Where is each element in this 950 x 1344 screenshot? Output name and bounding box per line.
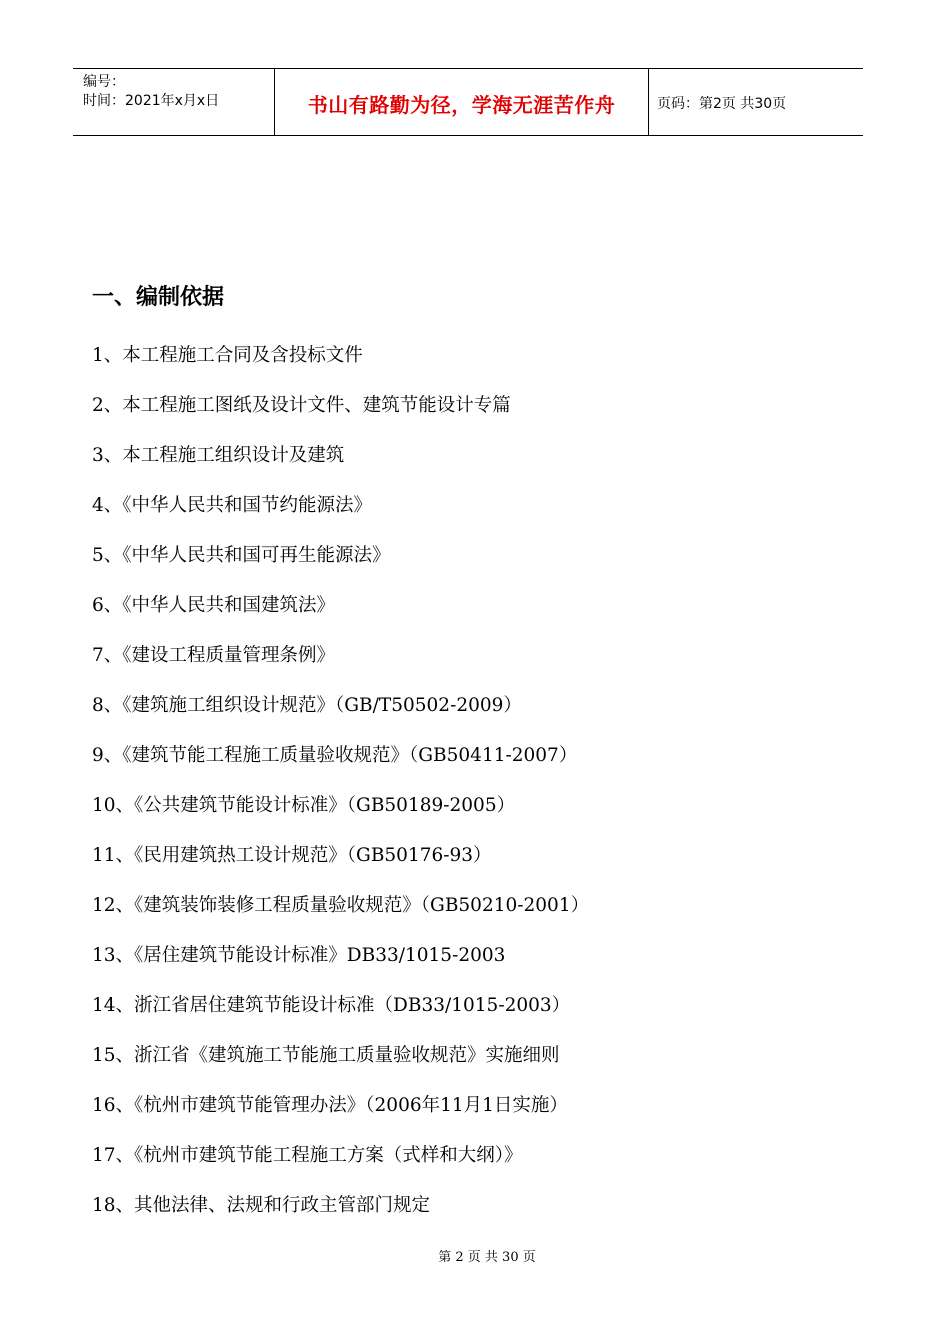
header-motto: 书山有路勤为径，学海无涯苦作舟	[307, 92, 616, 117]
list-item: 13、《居住建筑节能设计标准》DB33/1015-2003	[92, 945, 506, 966]
list-item: 1、本工程施工合同及含投标文件	[92, 345, 363, 366]
list-item: 2、本工程施工图纸及设计文件、建筑节能设计专篇	[92, 395, 511, 416]
reference-list	[92, 341, 589, 1241]
header-meta	[73, 69, 275, 135]
footer-page-number: 第 2 页 共 30 页	[438, 1250, 536, 1265]
list-item: 12、《建筑装饰装修工程质量验收规范》（GB50210-2001）	[92, 895, 590, 916]
list-item: 17、《杭州市建筑节能工程施工方案（式样和大纲）》	[92, 1145, 523, 1166]
list-item: 16、《杭州市建筑节能管理办法》（2006年11月1日实施）	[92, 1095, 568, 1116]
list-item: 8、《建筑施工组织设计规范》（GB/T50502-2009）	[92, 695, 522, 716]
document-number-label: 编号：	[83, 74, 125, 90]
list-item: 4、《中华人民共和国节约能源法》	[92, 495, 373, 516]
list-item: 6、《中华人民共和国建筑法》	[92, 595, 336, 616]
header-page-info-cell	[649, 69, 863, 135]
page-footer	[0, 1246, 950, 1265]
page-header	[73, 68, 863, 136]
header-motto-cell	[275, 69, 649, 135]
document-time-label: 时间：2021年x月x日	[83, 93, 220, 109]
list-item: 11、《民用建筑热工设计规范》（GB50176-93）	[92, 845, 492, 866]
list-item: 10、《公共建筑节能设计标准》（GB50189-2005）	[92, 795, 516, 816]
list-item: 7、《建设工程质量管理条例》	[92, 645, 336, 666]
list-item: 14、浙江省居住建筑节能设计标准（DB33/1015-2003）	[92, 995, 571, 1016]
list-item: 18、其他法律、法规和行政主管部门规定	[92, 1195, 431, 1216]
list-item: 5、《中华人民共和国可再生能源法》	[92, 545, 391, 566]
list-item: 15、浙江省《建筑施工节能施工质量验收规范》实施细则	[92, 1045, 560, 1066]
section-title: 一、编制依据	[92, 285, 225, 310]
header-page-info: 页码：第2页 共30页	[657, 96, 787, 112]
list-item: 9、《建筑节能工程施工质量验收规范》（GB50411-2007）	[92, 745, 578, 766]
list-item: 3、本工程施工组织设计及建筑	[92, 445, 345, 466]
